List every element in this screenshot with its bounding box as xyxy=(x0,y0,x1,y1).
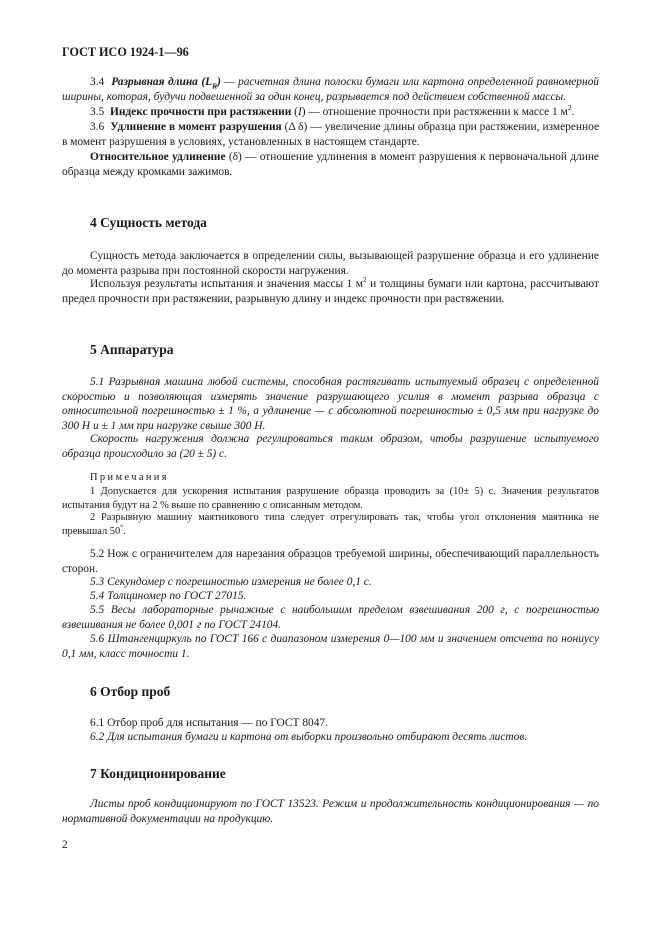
clause-5-1-speed: Скорость нагружения должна регулироваться таким образом, чтобы разрушение испытуемого образца происходило за (20 ± 5) с. xyxy=(62,433,599,460)
section-4-paragraph-2: Используя результаты испытания и значения массы 1 $м^2$ и толщины бумаги или картона, рассчитывают предел прочности при растяжении, разрывную длину и индекс прочности при растяжении. xyxy=(62,275,599,305)
clause-5-2: 5.2 Нож с ограничителем для нарезания образцов требуемой ширины, обеспечивающий параллельность сторон. xyxy=(62,548,599,575)
note-2: 2 Разрывную машину маятникового типа следует отрегулировать так, чтобы угол отклонения маятника не превышал 50°. xyxy=(62,512,599,537)
clause-3-5: 3.5 Индекс прочности при растяжении (I) — отношение прочности при растяжении к массе 1 $м^2$. xyxy=(90,103,575,118)
clause-3-4-number: 3.4 xyxy=(90,76,105,88)
clause-5-5: 5.5 Весы лабораторные рычажные с наибольшим пределом взвешивания 200 г, с погрешностью взвешивания не более 0,001 г по ГОСТ 24104. xyxy=(62,604,599,631)
clause-6-1: 6.1 Отбор проб для испытания — по ГОСТ 8047. xyxy=(90,717,328,729)
clause-6-2: 6.2 Для испытания бумаги и картона от выборки произвольно отбирают десять листов. xyxy=(90,731,528,743)
clause-5-1: 5.1 Разрывная машина любой системы, способная растягивать испытуемый образец с определенной скоростью и позволяющая измерять значение разрушающего усилия в момент разрыва образца с относительной погрешностью ± 1 %, а удлинение — с абсолютной погрешностью ± 0,5 мм при нагрузке до 300 Н и ± 1 мм при нагрузке свыше 300 Н. xyxy=(62,376,599,432)
clause-3-6-number: 3.6 xyxy=(90,121,105,133)
page-number: 2 xyxy=(62,839,68,851)
clause-5-4: 5.4 Толщиномер по ГОСТ 27015. xyxy=(90,590,247,602)
clause-3-5-symbol: I xyxy=(297,106,302,118)
clause-3-4 xyxy=(62,75,599,104)
document-header: ГОСТ ИСО 1924-1—96 xyxy=(62,45,189,59)
section-5-title: 5 Аппаратура xyxy=(90,342,174,357)
clause-3-6 xyxy=(62,120,599,149)
section-7-paragraph: Листы проб кондиционируют по ГОСТ 13523. Режим и продолжительность кондиционирования — по нормативной документации на продукцию. xyxy=(62,798,599,825)
section-6-title: 6 Отбор проб xyxy=(90,684,171,699)
notes-title: Примечания xyxy=(90,472,169,483)
relative-elongation-term: Относительное удлинение xyxy=(90,151,226,163)
note-1: 1 Допускается для ускорения испытания разрушение образца проводить за (10± 5) с. Значения результатов испытания будут на 2 % выше по сравнению с описанным методом. xyxy=(62,486,599,511)
clause-5-3: 5.3 Секундомер с погрешностью измерения не более 0,1 с. xyxy=(90,576,372,588)
clause-3-5-term: Индекс прочности при растяжении xyxy=(109,106,292,118)
clause-3-4-text: — расчетная длина полоски бумаги или картона определенной равномерной ширины, которая, будучи подвешенной за один конец, разрывается под действием собственной массы. xyxy=(62,76,599,103)
relative-elongation-text: (δ) — отношение удлинения в момент разрушения к первоначальной длине образца между кромками зажимов. xyxy=(62,151,599,178)
clause-3-6-term: Удлинение в момент разрушения xyxy=(110,121,282,133)
clause-3-6-text: (Δ δ) — увеличение длины образца при растяжении, измеренное в момент разрушения в условиях, установленных в настоящем стандарте. xyxy=(62,121,599,148)
clause-5-6: 5.6 Штангенциркуль по ГОСТ 166 с диапазоном измерения 0—100 мм и значением отсчета по нониусу 0,1 мм, класс точности 1. xyxy=(62,633,599,660)
relative-elongation xyxy=(62,150,599,179)
section-7-title: 7 Кондиционирование xyxy=(90,766,226,781)
section-4-title: 4 Сущность метода xyxy=(90,215,207,230)
clause-3-5-number: 3.5 xyxy=(90,106,105,118)
clause-3-4-term: Разрывная длина $(L_R)$ xyxy=(111,76,221,91)
section-4-paragraph-1: Сущность метода заключается в определении силы, вызывающей разрушение образца и его удлинение до момента разрыва при постоянной скорости нагружения. xyxy=(62,250,599,277)
